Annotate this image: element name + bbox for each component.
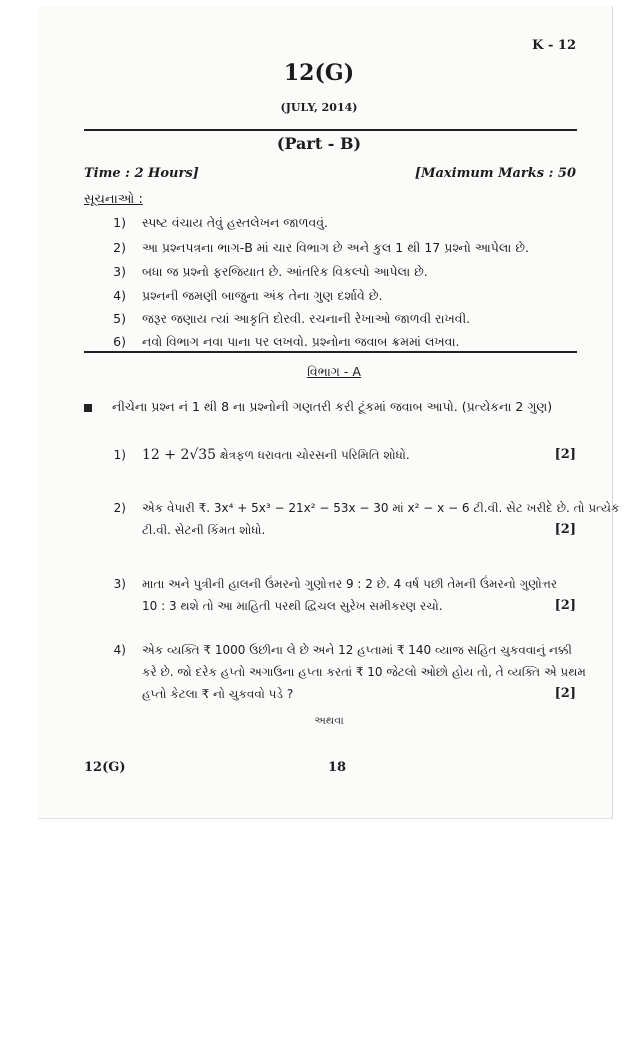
instruction-number: 5) xyxy=(113,311,126,326)
max-marks-label: [Maximum Marks : 50 xyxy=(414,166,576,181)
part-label: (Part - B) xyxy=(276,134,362,153)
instruction-number: 4) xyxy=(113,288,126,303)
question-marks: [2] xyxy=(554,598,576,613)
question-text: એક વ્યક્તિ ₹ 1000 ઉછીના લે છે અને 12 હપ્તામાં ₹ 140 વ્યાજ સહિત ચુકવવાનું નક્કી xyxy=(142,643,572,657)
instruction-item xyxy=(108,311,578,333)
instruction-item xyxy=(108,288,578,310)
question-marks: [2] xyxy=(554,522,576,537)
question-text: હપ્તો કેટલા ₹ નો ચુકવવો પડે ? xyxy=(142,687,294,701)
question-item xyxy=(108,573,578,619)
or-separator: અથવા xyxy=(314,714,344,727)
question-text: કરે છે. જો દરેક હપ્તો અગાઉના હપ્તા કરતાં ₹ 10 જેટલો ઓછો હોય તો, તે વ્યક્તિ એ પ્રથમ xyxy=(142,665,586,679)
exam-title: 12(G) xyxy=(283,60,355,86)
section-instruction: નીચેના પ્રશ્ન નં 1 થી 8 ના પ્રશ્નોની ગણતરી કરી ટૂંકમાં જવાબ આપો. (પ્રત્યેકના 2 ગુણ) xyxy=(112,399,553,414)
question-text: એક વેપારી ₹. 3x⁴ + 5x³ − 21x² − 53x − 30 માં x² − x − 6 ટી.વી. સેટ ખરીદે છે. તો પ્રત્યેક xyxy=(142,501,620,515)
question-number: 2) xyxy=(113,501,126,515)
question-text: 10 : 3 થશે તો આ માહિતી પરથી દ્વિચલ સુરેખ સમીકરણ રચો. xyxy=(142,599,443,613)
question-marks: [2] xyxy=(554,447,576,462)
instruction-item xyxy=(108,264,578,286)
instruction-text: પ્રશ્નની જમણી બાજુના અંક તેના ગુણ દર્શાવે છે. xyxy=(142,288,383,303)
exam-date: (JULY, 2014) xyxy=(280,101,358,114)
question-item xyxy=(108,497,620,543)
instructions-heading: સૂચનાઓ : xyxy=(84,192,143,207)
instruction-number: 1) xyxy=(113,215,126,230)
question-text: માતા અને પુત્રીની હાલની ઉંમરનો ગુણોત્તર 9 : 2 છે. 4 વર્ષ પછી તેમની ઉંમરનો ગુણોત્તર xyxy=(142,577,558,591)
bullet-square-icon xyxy=(84,404,92,412)
question-item xyxy=(108,444,578,468)
paper-code: K - 12 xyxy=(532,38,576,53)
question-number: 1) xyxy=(113,448,126,462)
question-item xyxy=(108,639,586,707)
instruction-number: 6) xyxy=(113,334,126,349)
time-label: Time : 2 Hours] xyxy=(84,166,199,181)
question-number: 3) xyxy=(113,577,126,591)
page-number: 18 xyxy=(328,760,347,775)
instruction-text: જરૂર જણાય ત્યાં આકૃતિ દોરવી. રચનાની રેખાઓ જાળવી રાખવી. xyxy=(142,311,471,326)
instruction-text: સ્પષ્ટ વંચાય તેવું હસ્તલેખન જાળવવું. xyxy=(142,215,329,230)
footer-code: 12(G) xyxy=(84,760,126,775)
instruction-text: આ પ્રશ્નપત્રના ભાગ-B માં ચાર વિભાગ છે અને કુલ 1 થી 17 પ્રશ્નો આપેલા છે. xyxy=(142,240,529,255)
instructions-rule xyxy=(84,351,577,353)
question-text: ક્ષેત્રફળ ધરાવતા ચોરસની પરિમિતિ શોધો. xyxy=(219,448,410,462)
instruction-text: નવો વિભાગ નવા પાના પર લખવો. પ્રશ્નોના જવાબ ક્રમમાં લખવા. xyxy=(142,334,460,349)
question-expression: 12 + 2√35 xyxy=(142,447,217,463)
question-text: ટી.વી. સેટની કિંમત શોધો. xyxy=(142,523,266,537)
instruction-number: 3) xyxy=(113,264,126,279)
instruction-item xyxy=(108,240,578,262)
question-number: 4) xyxy=(113,643,126,657)
question-marks: [2] xyxy=(554,686,576,701)
section-title: વિભાગ - A xyxy=(307,364,361,379)
instruction-number: 2) xyxy=(113,240,126,255)
instruction-text: બધા જ પ્રશ્નો ફરજિયાત છે. આંતરિક વિકલ્પો આપેલા છે. xyxy=(142,264,428,279)
instruction-item xyxy=(108,215,578,237)
header-rule xyxy=(84,129,577,131)
